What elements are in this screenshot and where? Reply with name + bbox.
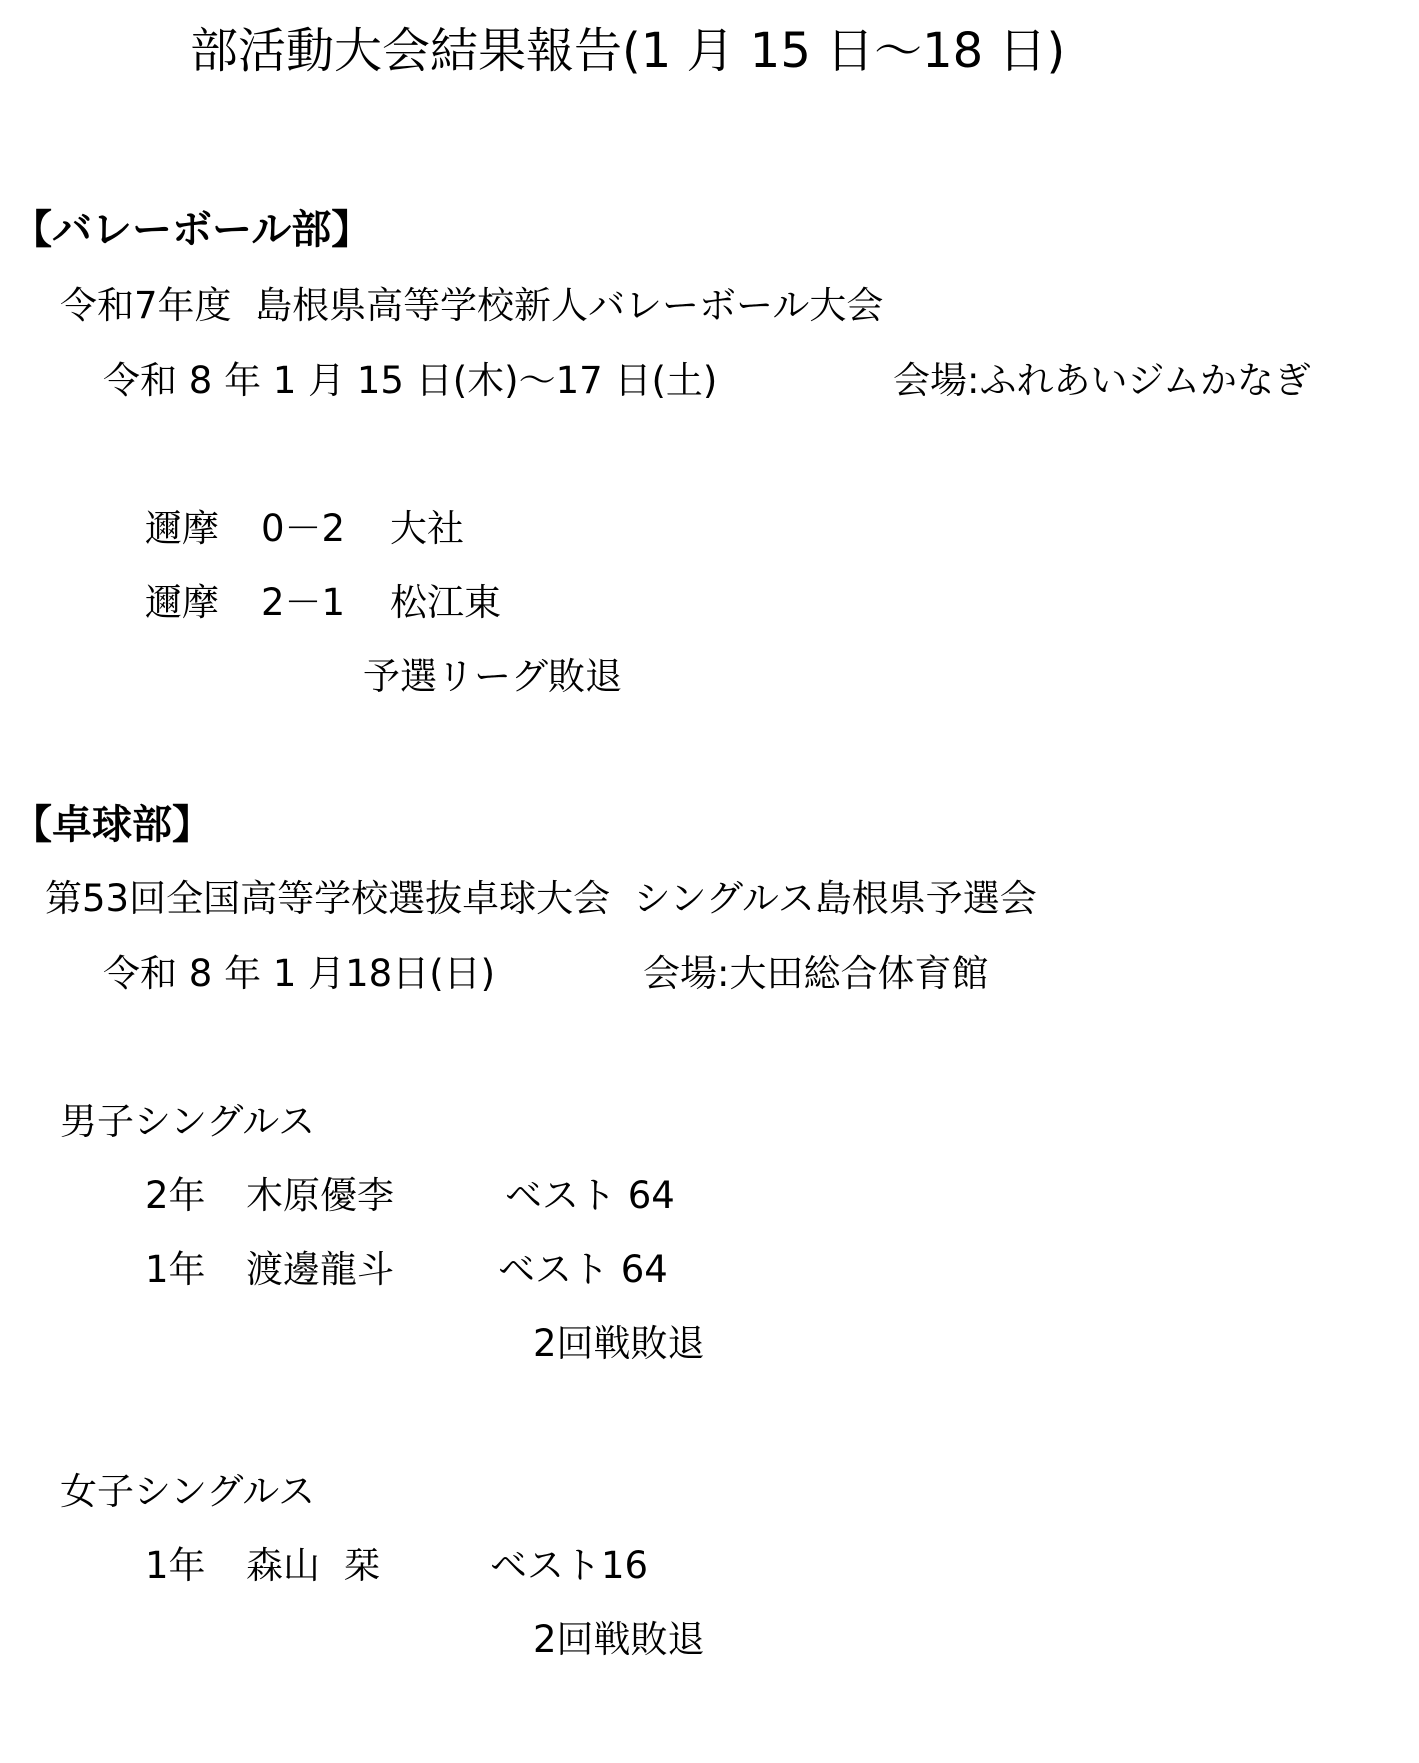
player-grade: 1年 (145, 1248, 206, 1291)
player-name: 木原優李 (246, 1174, 394, 1217)
volleyball-heading: 【バレーボール部】 (12, 207, 372, 253)
player-rank: ベスト16 (490, 1544, 649, 1587)
player-name: 森山 栞 (246, 1544, 381, 1587)
match-team: 邇摩 (145, 581, 219, 624)
match-score: 2－1 (261, 581, 346, 624)
match-opponent: 松江東 (390, 581, 501, 624)
player-name: 渡邊龍斗 (246, 1248, 394, 1291)
match-team: 邇摩 (145, 507, 219, 550)
player-rank: ベスト 64 (505, 1174, 675, 1217)
volleyball-result: 予選リーグ敗退 (363, 655, 622, 698)
girls-singles-result: 2回戦敗退 (533, 1618, 705, 1661)
report-title: 部活動大会結果報告(1 月 15 日～18 日) (190, 23, 1066, 79)
table-tennis-venue: 会場:大田総合体育館 (643, 952, 989, 995)
boys-singles-result: 2回戦敗退 (533, 1322, 705, 1365)
volleyball-date: 令和 8 年 1 月 15 日(木)～17 日(土) (103, 359, 718, 402)
player-grade: 1年 (145, 1544, 206, 1587)
player-rank: ベスト 64 (498, 1248, 668, 1291)
girls-singles-label: 女子シングルス (60, 1470, 316, 1513)
table-tennis-heading: 【卓球部】 (12, 802, 212, 848)
match-opponent: 大社 (390, 507, 464, 550)
boys-singles-label: 男子シングルス (60, 1100, 316, 1143)
volleyball-tournament-name: 令和7年度 島根県高等学校新人バレーボール大会 (60, 284, 884, 327)
table-tennis-date: 令和 8 年 1 月18日(日) (103, 952, 496, 995)
table-tennis-tournament-name: 第53回全国高等学校選抜卓球大会 シングルス島根県予選会 (45, 877, 1037, 920)
volleyball-venue: 会場:ふれあいジムかなぎ (893, 359, 1311, 402)
match-score: 0－2 (261, 507, 346, 550)
player-grade: 2年 (145, 1174, 206, 1217)
